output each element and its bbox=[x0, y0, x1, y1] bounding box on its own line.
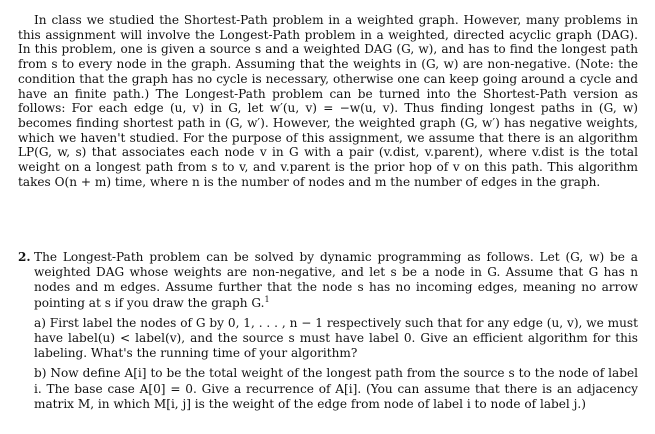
intro-text: In class we studied the Shortest-Path problem in a weighted graph. However, many problems in this assignment will involve the Longest-Path problem in a weighted, directed acyclic graph (DAG). In this problem, one is given a source s and a weighted DAG (G, w), and has to find the longest path from s to every node in the graph. Assuming that the weights in (G, w) are non-negative. (Note: the condition that the graph has no cycle is necessary, otherwise one can keep going around a cycle and have an finite path.) The Longest-Path problem can be turned into the Shortest-Path version as follows: For each edge (u, v) in G, let w′(u, v) = −w(u, v). Thus finding longest paths in (G, w) becomes finding shortest path in (G, w′). However, the weighted graph (G, w′) has negative weights, which we haven't studied. For the purpose of this assignment, we assume that there is an algorithm LP(G, w, s) that associates each node v in G with a pair (v.dist, v.parent), where v.dist is the total weight on a longest path from s to v, and v.parent is the prior hop of v on this path. This algorithm takes O(n + m) time, where n is the number of nodes and m the number of edges in the graph. bbox=[18, 13, 638, 189]
problem-2 bbox=[18, 250, 638, 412]
part-b: b) Now define A[i] to be the total weight of the longest path from the source s to the node of label i. The base case A[0] = 0. Give a recurrence of A[i]. (You can assume that there is an adjacency matrix M, in which M[i, j] is the weight of the edge from node of label i to node of label j.) bbox=[34, 366, 638, 411]
problem-body bbox=[34, 250, 638, 412]
part-a: a) First label the nodes of G by 0, 1, . . . , n − 1 respectively such that for any edge (u, v), we must have label(u) < label(v), and the source s must have label 0. Give an efficient algorithm for this labeling. What's the running time of your algorithm? bbox=[34, 315, 638, 361]
problem-statement-text: The Longest-Path problem can be solved by dynamic programming as follows. Let (G, w) be a weighted DAG whose weights are non-negative, and let s be a node in G. Assume that G has n nodes and m edges. Assume further that the node s has no incoming edges, meaning no arrow pointing at s if you draw the graph G. bbox=[34, 250, 638, 310]
footnote-mark: 1 bbox=[264, 294, 270, 304]
problem-number: 2. bbox=[18, 250, 31, 264]
problem-statement bbox=[34, 250, 638, 311]
intro-paragraph bbox=[18, 13, 638, 189]
